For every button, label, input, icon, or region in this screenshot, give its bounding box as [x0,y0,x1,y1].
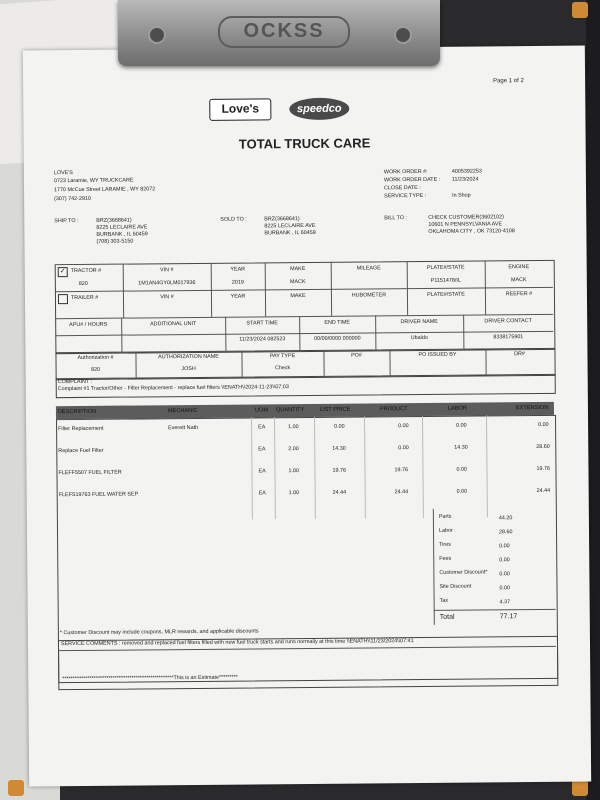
wo-value: 11/23/2024 [451,176,479,183]
tractor-number: 820 [78,280,88,287]
auth-header: Authorization # [77,354,114,362]
totals-label: Tires [439,541,451,548]
item-uom: EA [258,468,266,475]
unit-header: VIN # [160,294,174,301]
auth-header: AUTHORIZATION NAME [158,353,219,361]
item-product: 0.00 [398,423,409,430]
item-extension: 0.00 [538,421,549,428]
auth-header: PO ISSUED BY [418,351,457,359]
clipboard-corner [572,780,588,796]
item-description: Filter Replacement [58,425,104,433]
service-comments: SERVICE COMMENTS : removed and replaced fuel filters filled with new fuel truck starts and runs normally at this time \\ENATH\\11/23/2024\\07:41 [60,638,414,648]
wo-label: SERVICE TYPE : [384,192,427,200]
store-line: (307) 742-2910 [54,195,91,203]
store-line: LOVE'S [53,170,73,177]
start-time: 11/23/2024 082523 [239,336,286,343]
unit-header: YEAR [230,266,246,273]
page-label: Page 1 of 2 [493,78,524,85]
item-labor: 0.00 [456,422,467,429]
item-qty: 2.00 [288,446,299,453]
totals-value: 28.60 [498,529,513,536]
apu-header: APU# / HOURS [69,321,108,329]
unit-value: 2019 [231,279,244,286]
totals-label: Tax [439,597,449,604]
unit-header: MILEAGE [356,265,381,272]
item-labor: 14.30 [454,444,468,451]
items-header: MECHANIC [167,407,198,415]
discount-footnote: * Customer Discount may include coupons, MLR rewards, and applicable discounts [59,628,259,637]
loves-logo: Love's [209,98,271,121]
clip-rivet [394,26,412,44]
wo-label: CLOSE DATE : [383,184,421,192]
item-labor: 0.00 [456,488,468,495]
apu-header: START TIME [246,320,278,327]
ship-to-line: (708) 303-5150 [96,238,134,245]
wo-value: In Shop [452,192,471,199]
item-qty: 1.00 [288,468,300,475]
items-header: UOM [254,407,269,414]
sold-to-line: BURBANK , IL 60459 [264,229,316,237]
driver-name: Ubaldo [410,334,428,342]
bill-to-line: CHECK CUSTOMER(3602102) [428,214,505,221]
unit-header: HUBOMETER [351,292,387,299]
auth-header: PAY TYPE [269,353,296,360]
item-extension: 19.76 [536,465,550,472]
ship-to-label: SHIP TO : [54,217,79,225]
totals-value: 0.00 [499,585,511,592]
estimate-banner: *****************************************************This is an Estimate********* [62,674,238,683]
totals-label: Customer Discount* [439,569,488,576]
item-uom: EA [258,490,266,497]
end-time: 00/00/0000 000000 [314,335,361,342]
unit-value: P1151478/IL [430,277,461,284]
store-line: 1770 McCue Street LARAMIE , WY 82072 [53,186,156,194]
sold-to-line: 8225 LECLAIRE AVE [264,222,316,230]
item-product: 19.76 [394,467,409,474]
items-header: LIST PRICE [319,406,351,413]
wo-label: WORK ORDER DATE : [383,176,441,184]
complaint-label: COMPLAINT : [57,378,93,386]
item-extension: 28.60 [536,443,550,451]
clipboard-corner [572,2,588,18]
totals-value: 44.20 [498,515,513,522]
unit-value: MACK [290,279,306,286]
auth-header: PO# [351,352,362,359]
unit-header: YEAR [230,293,246,300]
item-labor: 0.00 [456,466,468,473]
items-header: PRODUCT [379,406,408,413]
unit-header: PLATE#/STATE [427,291,465,298]
document-title: TOTAL TRUCK CARE [238,135,371,152]
apu-header: END TIME [324,319,351,326]
apu-header: DRIVER NAME [400,318,438,326]
totals-value: 4.37 [499,599,511,606]
speedco-logo: speedco [289,98,349,121]
totals-value: 0.00 [499,557,510,564]
totals-value: 0.00 [499,543,510,550]
bill-to-label: BILL TO : [384,215,407,222]
ship-to-line: BRZ(3668641) [96,217,132,224]
complaint-text: Complaint #1 Tractor/Other - Filter Replacement - replace fuel filters \\ENATH\\2024-11-23\\07:03 [57,384,289,393]
totals-label: Fees [439,555,452,562]
items-header: QUANTITY [275,407,305,414]
totals-label: Site Discount [439,583,472,590]
tractor-checkbox[interactable]: ✓ [58,267,68,277]
store-line: 0723 Laramie, WY TRUCKCARE [53,177,134,185]
apu-header: DRIVER CONTACT [484,318,532,325]
bill-to-line: 10601 N PENNSYLVANIA AVE [428,221,503,228]
driver-contact: 8338175901 [493,334,524,341]
item-uom: EA [258,446,266,453]
ship-to-line: 8225 LECLAIRE AVE [96,224,148,231]
item-list-price: 14.30 [332,445,346,452]
unit-value: 1M1AN4GY0LM017936 [138,279,196,287]
clipboard-clip [118,0,440,66]
unit-header: MAKE [290,293,306,300]
work-order-document [23,46,591,787]
unit-value: MACK [510,277,527,284]
clipboard-corner [8,780,24,796]
item-qty: 1.00 [288,424,299,431]
ship-to-line: BURBANK , IL 60459 [96,231,148,238]
tractor-label: TRACTOR # [70,267,102,275]
unit-header: ENGINE [508,264,530,271]
trailer-checkbox[interactable] [58,294,68,304]
items-header: EXTENSION [515,404,549,412]
items-header: DESCRIPTION [57,408,97,416]
total-value: 77.17 [499,613,518,621]
bill-to-line: OKLAHOMA CITY , OK 73120-4108 [428,228,515,235]
item-description: FLEFS19763 FUEL WATER SEP [58,491,139,499]
auth-number: 820 [91,366,101,373]
item-uom: EA [258,424,266,431]
item-description: FLEFF5507 FUEL FILTER [58,469,122,477]
total-label: Total [439,613,455,621]
clip-brand: OCKSS [218,16,350,48]
item-list-price: 19.76 [332,467,347,474]
item-description: Replace Fuel Filter [58,447,104,455]
items-header: LABOR [447,405,467,412]
auth-name: JOSH [181,365,196,373]
wo-label: WORK ORDER #: [383,168,428,176]
clip-rivet [148,26,166,44]
pay-type: Check [274,365,291,372]
item-list-price: 24.44 [332,489,347,496]
item-extension: 24.44 [536,487,551,494]
unit-header: PLATE#/STATE [426,264,465,271]
unit-header: REEFER # [505,291,533,298]
totals-label: Labor [438,527,453,534]
totals-value: 0.00 [499,571,510,578]
item-list-price: 0.00 [334,423,345,430]
wo-value: 4005392253 [451,168,482,175]
trailer-label: TRAILER # [70,294,99,302]
auth-header: DR# [514,351,525,358]
apu-header: ADDITIONAL UNIT [150,320,197,328]
item-product: 24.44 [394,489,409,496]
unit-header: VIN # [159,267,174,274]
item-mechanic: Everett Nath [168,424,199,432]
item-product: 0.00 [398,445,409,452]
totals-label: Parts [438,513,452,520]
item-qty: 1.00 [288,490,300,497]
unit-header: MAKE [290,266,306,273]
sold-to-label: SOLD TO : [220,216,247,223]
sold-to-line: BRZ(3668641) [264,216,300,223]
